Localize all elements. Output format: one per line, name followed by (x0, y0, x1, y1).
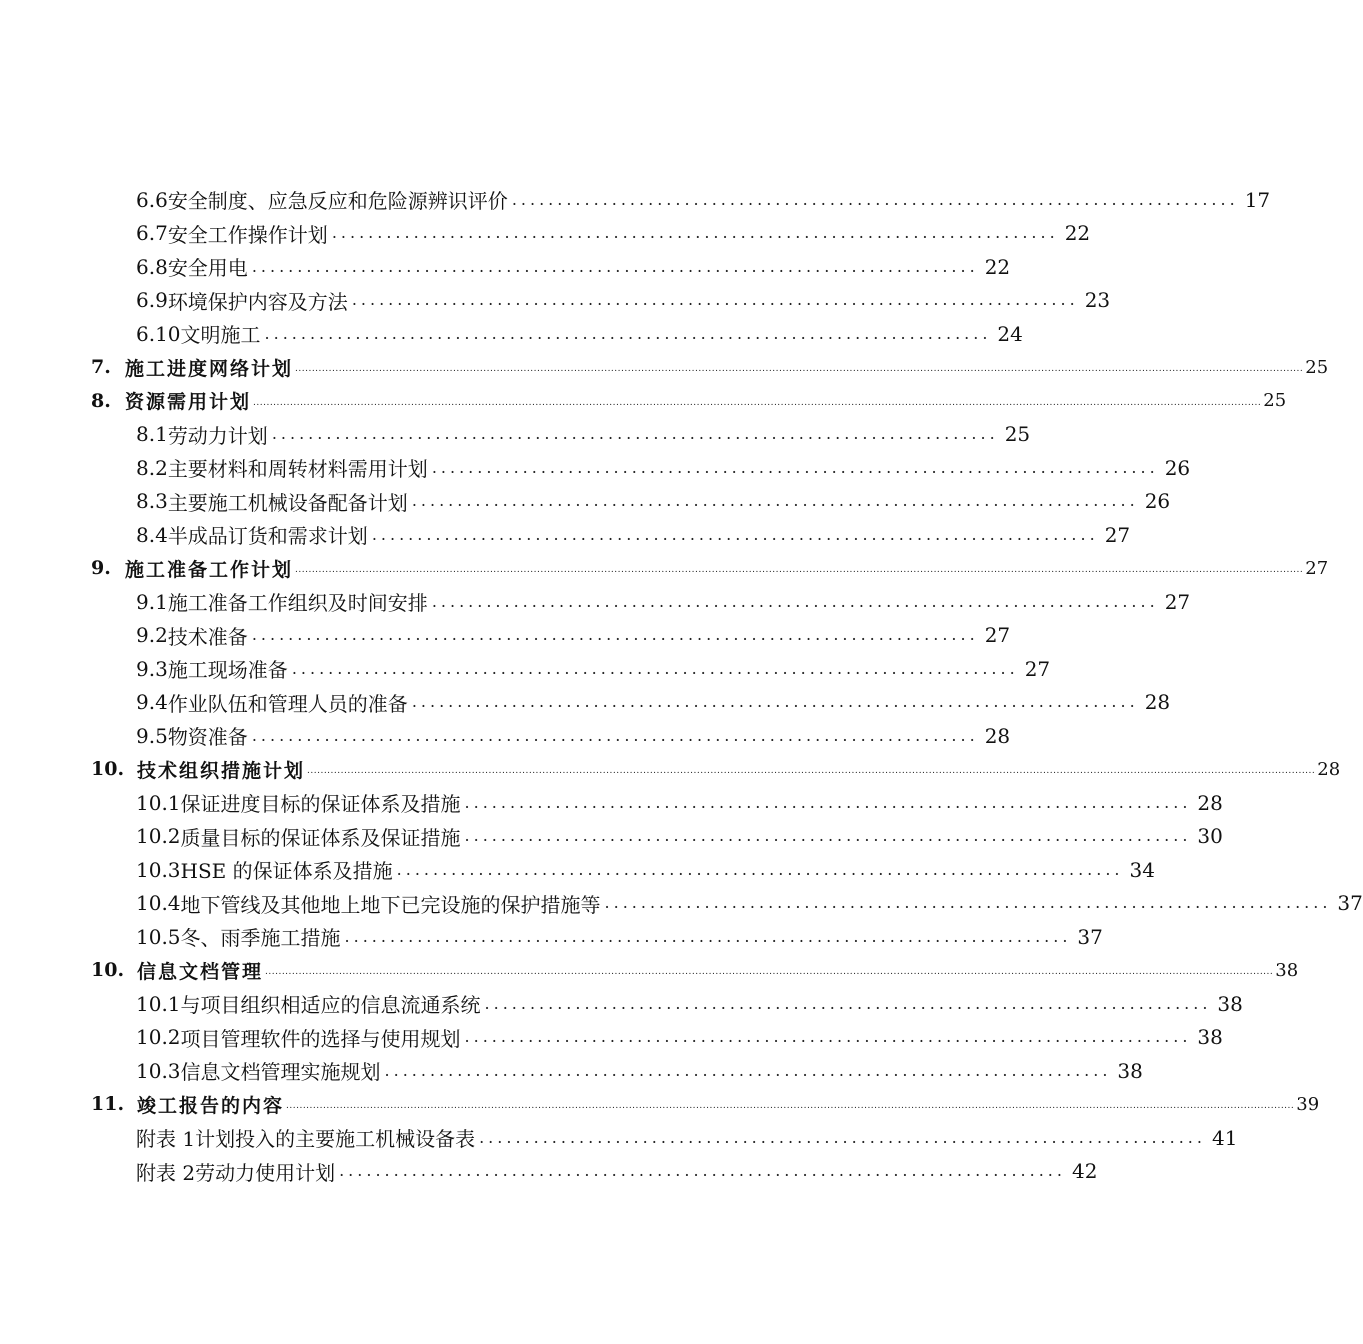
toc-entry-title: 竣工报告的内容 (137, 1094, 285, 1117)
toc-entry-title: 主要施工机械设备配备计划 (167, 490, 408, 515)
dot-leader: ................................................................................ (431, 591, 1159, 611)
toc-entry-page: 27 (1164, 589, 1191, 614)
toc-entry-page: 23 (1084, 288, 1111, 313)
toc-entry-page: 41 (1211, 1125, 1238, 1150)
toc-entry-number: 10.4 (136, 891, 181, 916)
toc-entry[interactable] (0, 619, 1011, 653)
toc-entry-title: 施工准备工作计划 (125, 558, 294, 581)
toc-entry[interactable] (0, 987, 1243, 1021)
toc-entry-title: 信息文档管理实施规划 (180, 1060, 381, 1085)
toc-entry[interactable] (0, 887, 1363, 921)
toc-entry[interactable] (0, 786, 1223, 820)
toc-entry-page: 38 (1117, 1058, 1143, 1083)
toc-entry-title: 作业队伍和管理人员的准备 (167, 691, 408, 716)
dot-leader: ................................................................................ (331, 223, 1059, 242)
toc-entry[interactable] (0, 1121, 1238, 1155)
toc-entry-page: 34 (1129, 857, 1155, 882)
toc-entry-title: 资源需用计划 (125, 391, 252, 414)
toc-entry-number: 9.2 (136, 623, 168, 648)
toc-entry[interactable] (0, 250, 1011, 284)
toc-entry-title: 技术组织措施计划 (137, 759, 306, 782)
dot-leader: ................................................................................ (264, 323, 992, 343)
toc-entry-number: 10.5 (136, 924, 181, 949)
toc-entry[interactable] (0, 954, 1299, 988)
toc-entry-page: 24 (997, 321, 1023, 346)
toc-entry-number: 6.10 (136, 321, 181, 346)
toc-entry-page: 25 (1263, 390, 1287, 412)
dot-leader: ................................................................................ (251, 256, 979, 276)
toc-entry-title: 技术准备 (167, 624, 248, 649)
toc-entry[interactable] (0, 753, 1341, 787)
toc-entry-title: 劳动力计划 (167, 423, 268, 448)
table-of-contents (0, 183, 1363, 1188)
toc-entry-page: 17 (1244, 187, 1271, 212)
toc-entry-page: 28 (1317, 758, 1341, 780)
toc-entry-number: 10.1 (136, 991, 181, 1016)
dot-leader: ................................................................................ (396, 859, 1124, 879)
toc-entry-title: 冬、雨季施工措施 (180, 926, 341, 951)
toc-entry[interactable] (0, 518, 1131, 552)
toc-entry-number: 8. (91, 389, 111, 412)
toc-entry-number: 6.8 (136, 254, 168, 279)
toc-entry-number: 6.9 (136, 288, 168, 313)
dot-leader: ................................................................................ (411, 692, 1139, 711)
toc-entry-title: HSE 的保证体系及措施 (180, 859, 393, 884)
toc-entry[interactable] (0, 719, 1011, 753)
toc-entry-page: 38 (1275, 959, 1299, 981)
toc-entry-number: 10. (91, 758, 125, 781)
dot-leader: ............................................................................................................................................................................................................................................................................................................ (265, 967, 1274, 977)
toc-entry[interactable] (0, 1021, 1223, 1055)
toc-entry-page: 28 (1144, 690, 1171, 715)
toc-entry-title: 物资准备 (167, 725, 248, 750)
toc-entry[interactable] (0, 284, 1111, 318)
dot-leader: ................................................................................ (431, 457, 1159, 477)
dot-leader: ............................................................................................................................................................................................................................................................................................................ (286, 1101, 1295, 1111)
toc-entry[interactable] (0, 1088, 1320, 1122)
toc-entry-title: 安全制度、应急反应和危险源辨识评价 (167, 189, 508, 214)
toc-entry-title: 计划投入的主要施工机械设备表 (195, 1127, 476, 1152)
toc-entry-title: 项目管理软件的选择与使用规划 (180, 1026, 461, 1051)
toc-entry-title: 安全用电 (167, 256, 248, 281)
toc-entry-page: 26 (1144, 489, 1171, 514)
toc-entry-page: 42 (1071, 1159, 1098, 1184)
toc-entry-page: 26 (1164, 455, 1191, 480)
dot-leader: ................................................................................ (479, 1127, 1206, 1147)
toc-entry-page: 38 (1217, 991, 1243, 1016)
toc-entry[interactable] (0, 585, 1191, 619)
dot-leader: ................................................................................ (251, 625, 979, 644)
toc-entry-number: 9.1 (136, 589, 168, 614)
toc-entry-number: 8.3 (136, 489, 168, 514)
toc-entry[interactable] (0, 1054, 1143, 1088)
toc-entry-title: 劳动力使用计划 (195, 1160, 336, 1185)
toc-entry-page: 22 (1064, 221, 1091, 246)
toc-entry[interactable] (0, 217, 1091, 251)
dot-leader: ............................................................................................................................................................................................................................................................................................................ (307, 766, 1316, 776)
toc-entry-number: 7. (91, 356, 111, 379)
dot-leader: ................................................................................ (291, 658, 1019, 678)
toc-entry-number: 附表 1 (136, 1127, 196, 1152)
toc-entry-title: 文明施工 (180, 323, 261, 348)
toc-entry-title: 质量目标的保证体系及保证措施 (180, 825, 461, 850)
toc-entry-title: 信息文档管理 (137, 960, 264, 983)
toc-entry[interactable] (0, 451, 1191, 485)
toc-entry[interactable] (0, 920, 1103, 954)
dot-leader: ................................................................................ (411, 491, 1139, 510)
toc-entry-page: 27 (1024, 656, 1051, 681)
toc-entry[interactable] (0, 686, 1171, 720)
toc-entry-page: 22 (984, 254, 1011, 279)
dot-leader: ............................................................................................................................................................................................................................................................................................................ (295, 364, 1304, 374)
toc-entry[interactable] (0, 552, 1329, 586)
dot-leader: ............................................................................................................................................................................................................................................................................................................ (295, 565, 1304, 575)
toc-entry-page: 38 (1197, 1025, 1223, 1050)
toc-entry-number: 9.4 (136, 690, 168, 715)
toc-entry-number: 8.2 (136, 455, 168, 480)
toc-entry[interactable] (0, 183, 1271, 217)
dot-leader: ................................................................................ (371, 524, 1099, 544)
toc-entry-page: 28 (984, 723, 1011, 748)
toc-entry-page: 27 (1104, 522, 1131, 547)
toc-entry-number: 11. (91, 1093, 125, 1116)
dot-leader: ................................................................................ (339, 1161, 1066, 1180)
toc-entry-number: 10.2 (136, 1025, 181, 1050)
toc-entry[interactable] (0, 351, 1329, 385)
dot-leader: ................................................................................ (464, 792, 1192, 812)
toc-entry-title: 环境保护内容及方法 (167, 289, 348, 314)
toc-entry-number: 附表 2 (136, 1160, 196, 1185)
toc-entry-number: 9.3 (136, 656, 168, 681)
dot-leader: ............................................................................................................................................................................................................................................................................................................ (253, 397, 1262, 408)
toc-entry-title: 安全工作操作计划 (167, 222, 328, 247)
toc-entry-number: 10. (91, 959, 125, 982)
toc-entry-number: 9.5 (136, 723, 168, 748)
dot-leader: ................................................................................ (384, 1060, 1112, 1080)
toc-entry-page: 25 (1004, 422, 1031, 447)
dot-leader: ................................................................................ (251, 725, 979, 745)
toc-entry-number: 10.3 (136, 1058, 181, 1083)
toc-entry-title: 主要材料和周转材料需用计划 (167, 457, 428, 482)
toc-entry-title: 保证进度目标的保证体系及措施 (180, 792, 461, 817)
toc-entry-number: 6.6 (136, 187, 168, 212)
dot-leader: ................................................................................ (511, 189, 1239, 209)
toc-entry-number: 10.1 (136, 790, 181, 815)
toc-entry-page: 39 (1296, 1093, 1320, 1115)
toc-entry-number: 10.2 (136, 824, 181, 849)
toc-entry-number: 10.3 (136, 857, 181, 882)
toc-entry-number: 9. (91, 557, 111, 580)
toc-entry-page: 28 (1197, 790, 1223, 815)
dot-leader: ................................................................................ (464, 1027, 1192, 1046)
toc-entry-page: 27 (984, 623, 1011, 648)
toc-entry[interactable] (0, 485, 1171, 519)
dot-leader: ................................................................................ (344, 926, 1072, 946)
dot-leader: ................................................................................ (271, 424, 999, 443)
toc-entry[interactable] (0, 384, 1287, 418)
toc-entry-title: 地下管线及其他地上地下已完设施的保护措施等 (180, 892, 601, 917)
toc-entry[interactable] (0, 317, 1023, 351)
toc-entry-title: 施工进度网络计划 (125, 357, 294, 380)
toc-entry-number: 6.7 (136, 221, 168, 246)
dot-leader: ................................................................................ (604, 893, 1332, 912)
toc-entry-number: 8.4 (136, 522, 168, 547)
toc-entry-page: 37 (1077, 924, 1103, 949)
toc-entry-page: 37 (1337, 891, 1363, 916)
toc-entry[interactable] (0, 652, 1051, 686)
toc-entry-number: 8.1 (136, 422, 168, 447)
toc-entry-title: 半成品订货和需求计划 (167, 524, 368, 549)
toc-entry-page: 30 (1197, 824, 1223, 849)
dot-leader: ................................................................................ (351, 290, 1079, 309)
toc-entry-page: 27 (1305, 557, 1329, 579)
toc-entry-title: 施工现场准备 (167, 658, 288, 683)
toc-entry[interactable] (0, 418, 1031, 452)
dot-leader: ................................................................................ (484, 993, 1212, 1013)
toc-entry-title: 与项目组织相适应的信息流通系统 (180, 993, 481, 1018)
toc-entry[interactable] (0, 820, 1223, 854)
toc-entry-title: 施工准备工作组织及时间安排 (167, 591, 428, 616)
toc-entry[interactable] (0, 853, 1155, 887)
toc-entry[interactable] (0, 1155, 1098, 1189)
dot-leader: ................................................................................ (464, 826, 1192, 845)
toc-entry-page: 25 (1305, 356, 1329, 378)
